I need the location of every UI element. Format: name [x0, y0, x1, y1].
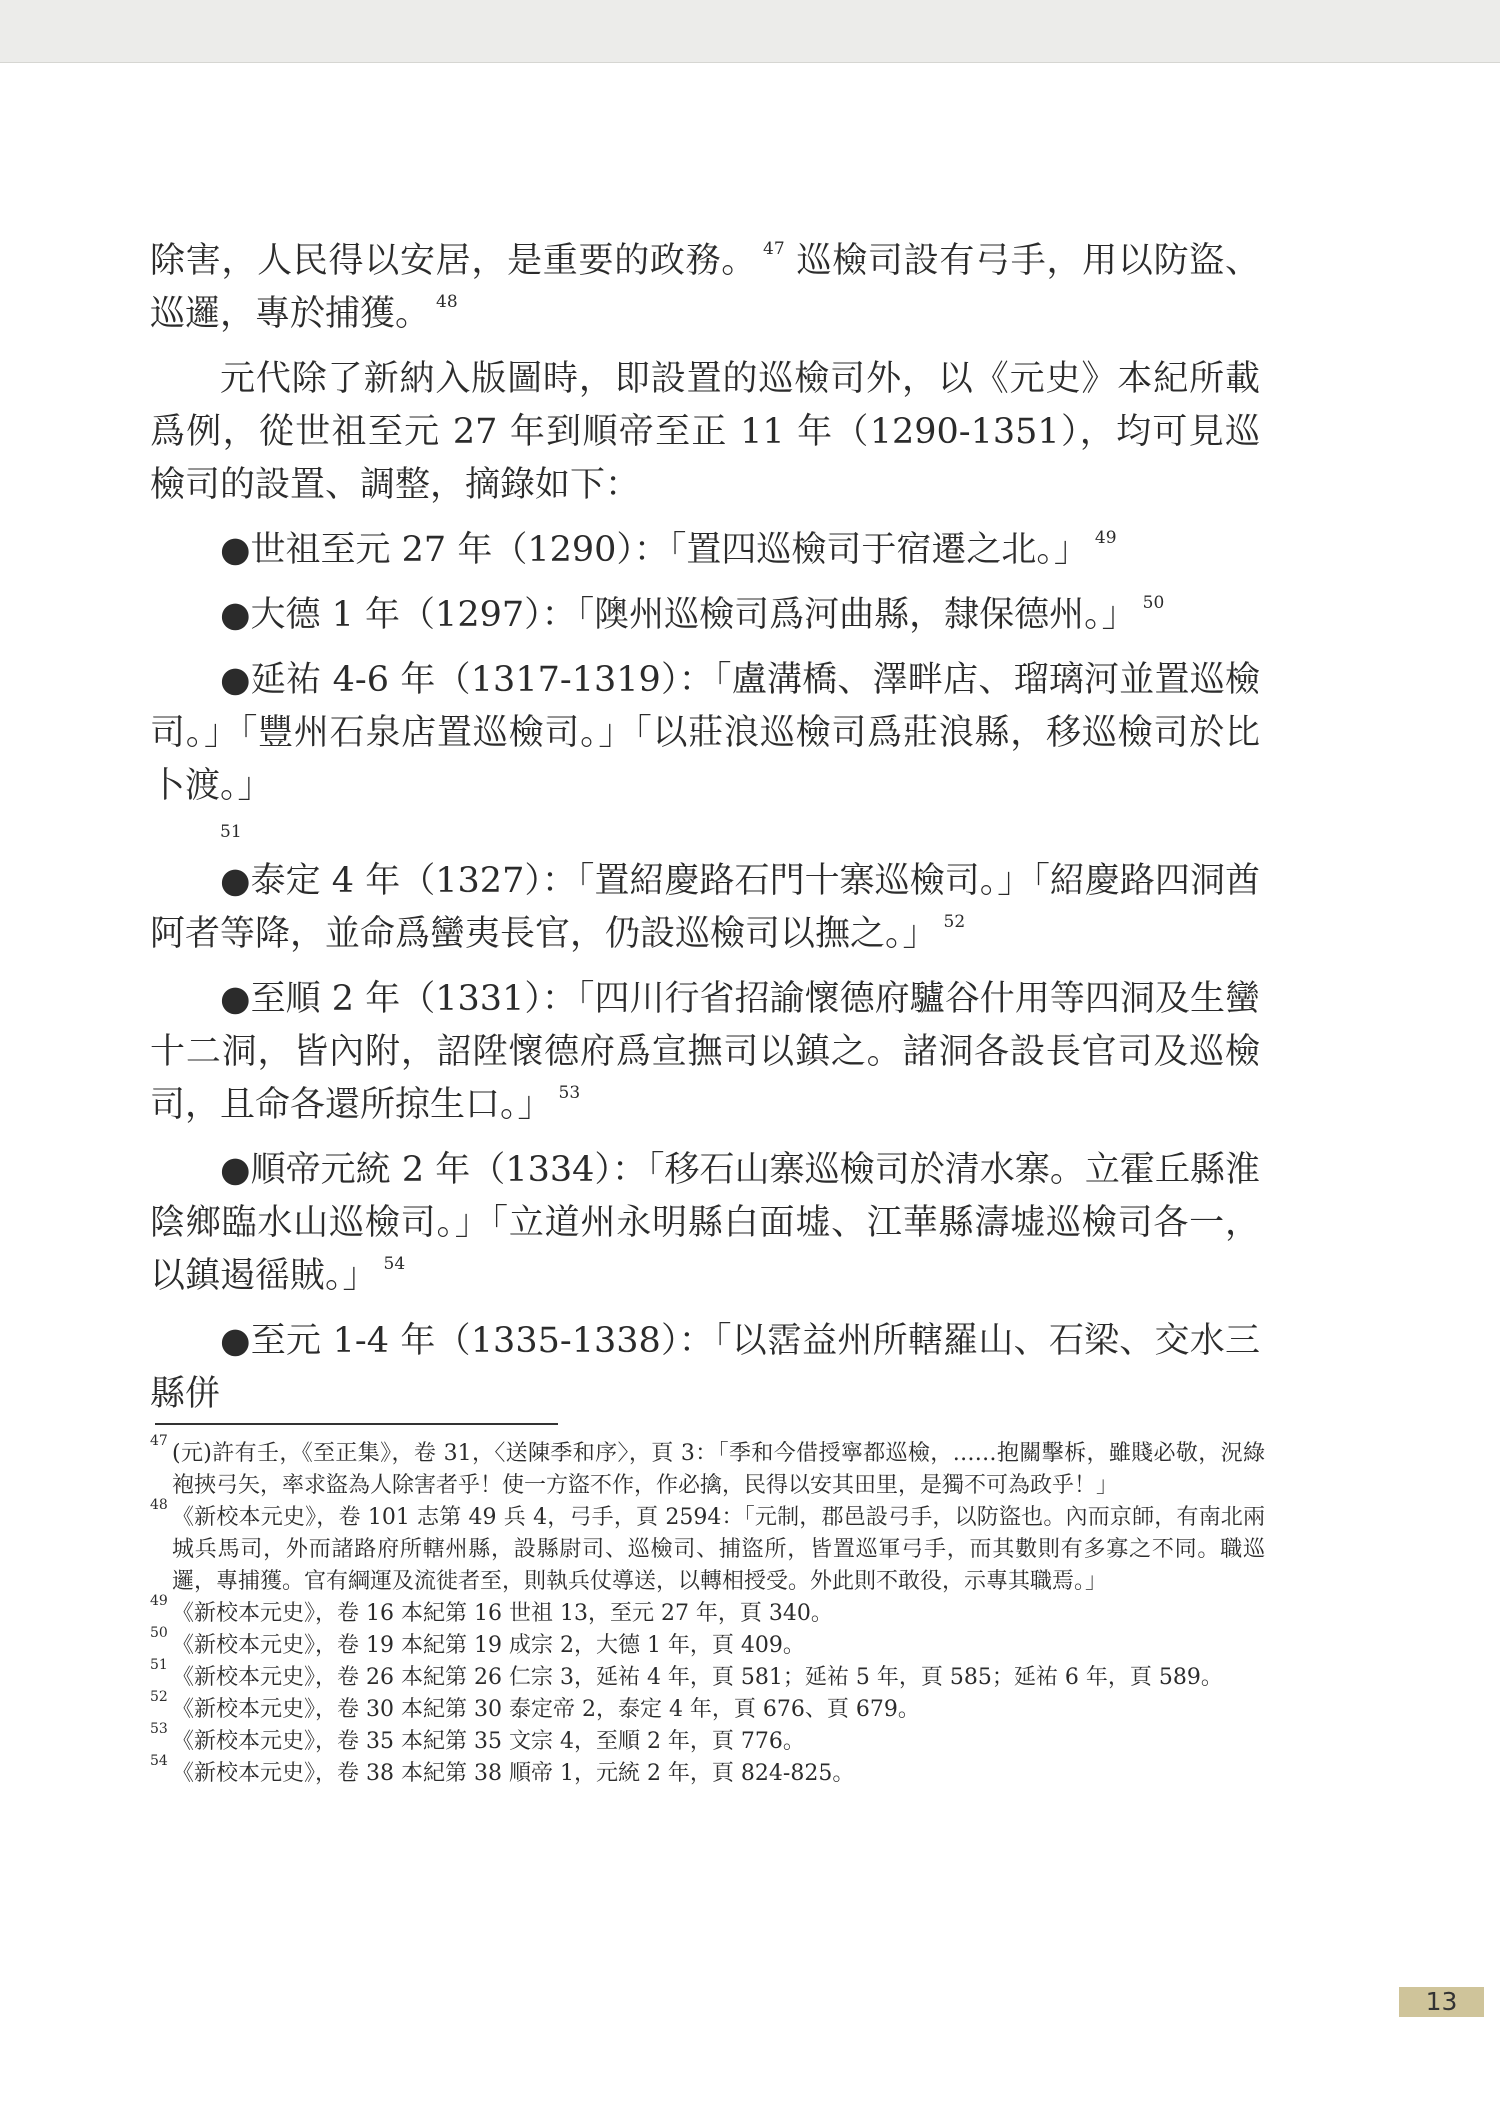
footnote-ref-51[interactable]: 51 [220, 822, 242, 842]
footnote-ref-53[interactable]: 53 [558, 1083, 581, 1103]
list-item [150, 1144, 1260, 1303]
list-item-text: ●至順 2 年（1331）：「四川行省招諭懷德府驢谷什用等四洞及生蠻十二洞，皆內附，詔陞懷德府爲宣撫司以鎮之。諸洞各設長官司及巡檢司，且命各還所掠生口。」 [150, 979, 1260, 1125]
footnote-number: 53 [150, 1721, 168, 1737]
footnote-ref-50[interactable]: 50 [1142, 593, 1165, 613]
footnote [150, 1593, 1265, 1630]
list-item-text: ●泰定 4 年（1327）：「置紹慶路石門十寨巡檢司。」「紹慶路四洞酋阿者等降，並命爲蠻夷長官，仍設巡檢司以撫之。」 [150, 861, 1260, 954]
footnotes [150, 1433, 1265, 1790]
footnote-number: 47 [150, 1433, 168, 1449]
list-item [150, 855, 1260, 961]
footnote-text: 《新校本元史》，卷 19 本紀第 19 成宗 2，大德 1 年，頁 409。 [172, 1633, 805, 1658]
list-item-text: ●延祐 4-6 年（1317-1319）：「盧溝橋、澤畔店、瑠璃河並置巡檢司。」「豐州石泉店置巡檢司。」「以莊浪巡檢司爲莊浪縣，移巡檢司於比卜渡。」 [150, 660, 1260, 806]
footnote-text: 《新校本元史》，卷 26 本紀第 26 仁宗 3，延祐 4 年，頁 581；延祐 5 年，頁 585；延祐 6 年，頁 589。 [172, 1665, 1223, 1690]
footnote-number: 51 [150, 1657, 168, 1673]
footnote-text: (元)許有壬，《至正集》，卷 31，〈送陳季和序〉，頁 3：「季和今借授寧都巡檢，……抱關擊柝，雖賤必敬，況綠袍挾弓矢，率求盜為人除害者乎！使一方盜不作，作必擒，民得以安其田里，是獨不可為政乎！」 [172, 1441, 1265, 1498]
list-item [150, 654, 1260, 843]
footnote [150, 1433, 1265, 1502]
list-item [150, 973, 1260, 1132]
list-item [150, 589, 1260, 642]
paragraph-text: 除害，人民得以安居，是重要的政務。 [150, 241, 758, 281]
paragraph-text: 巡檢司設有弓手，用以防盜、巡邏，專於捕獲。 [150, 241, 1260, 334]
footnote-text: 《新校本元史》，卷 38 本紀第 38 順帝 1，元統 2 年，頁 824-825。 [172, 1761, 855, 1786]
list-item-text: ●大德 1 年（1297）：「隩州巡檢司爲河曲縣，隸保德州。」 [220, 595, 1137, 635]
footnote-number: 50 [150, 1625, 168, 1641]
list-item [150, 524, 1260, 577]
footnote-ref-54[interactable]: 54 [383, 1254, 406, 1274]
footnote-number: 52 [150, 1689, 168, 1705]
footnote-text: 《新校本元史》，卷 35 本紀第 35 文宗 4，至順 2 年，頁 776。 [172, 1729, 805, 1754]
main-text [150, 235, 1260, 1421]
list-item-text: ●世祖至元 27 年（1290）：「置四巡檢司于宿遷之北。」 [220, 530, 1089, 570]
footnote-divider [155, 1423, 558, 1425]
footnote-ref-52[interactable]: 52 [943, 912, 966, 932]
footnote-number: 48 [150, 1497, 168, 1513]
footnote-ref-48[interactable]: 48 [436, 292, 458, 312]
list-item [150, 1315, 1260, 1421]
footnote [150, 1625, 1265, 1662]
footnote [150, 1657, 1265, 1694]
footnote-ref-49[interactable]: 49 [1094, 528, 1117, 548]
footnote-text: 《新校本元史》，卷 101 志第 49 兵 4，弓手，頁 2594：「元制，郡邑設弓手，以防盜也。內而京師，有南北兩城兵馬司，外而諸路府所轄州縣，設縣尉司、巡檢司、捕盜所，皆置巡軍弓手，而其數則有多寡之不同。職巡邏，專捕獲。官有綱運及流徙者至，則執兵仗導送，以轉相授受。外此則不敢役，示專其職焉。」 [172, 1505, 1265, 1594]
paragraph-1 [150, 235, 1260, 341]
footnote-ref-47[interactable]: 47 [763, 239, 785, 259]
footnote-number: 54 [150, 1753, 168, 1769]
scan-top-edge [0, 0, 1500, 63]
footnote-text: 《新校本元史》，卷 30 本紀第 30 泰定帝 2，泰定 4 年，頁 676、頁 679。 [172, 1697, 920, 1722]
paragraph-2: 元代除了新納入版圖時，即設置的巡檢司外，以《元史》本紀所載爲例，從世祖至元 27 年到順帝至正 11 年（1290-1351），均可見巡檢司的設置、調整，摘錄如下： [150, 359, 1260, 505]
footnote [150, 1721, 1265, 1758]
footnote-text: 《新校本元史》，卷 16 本紀第 16 世祖 13，至元 27 年，頁 340。 [172, 1601, 833, 1626]
list-item-text: ●至元 1-4 年（1335-1338）：「以霑益州所轄羅山、石梁、交水三縣併 [150, 1321, 1260, 1414]
list-item-text: ●順帝元統 2 年（1334）：「移石山寨巡檢司於清水寨。立霍丘縣淮陰鄉臨水山巡檢司。」「立道州永明縣白面墟、江華縣濤墟巡檢司各一，以鎮遏徭賊。」 [150, 1150, 1260, 1296]
footnote [150, 1497, 1265, 1598]
footnote [150, 1753, 1265, 1790]
page-number: 13 [1399, 1987, 1484, 2017]
footnote-number: 49 [150, 1593, 168, 1609]
footnote [150, 1689, 1265, 1726]
